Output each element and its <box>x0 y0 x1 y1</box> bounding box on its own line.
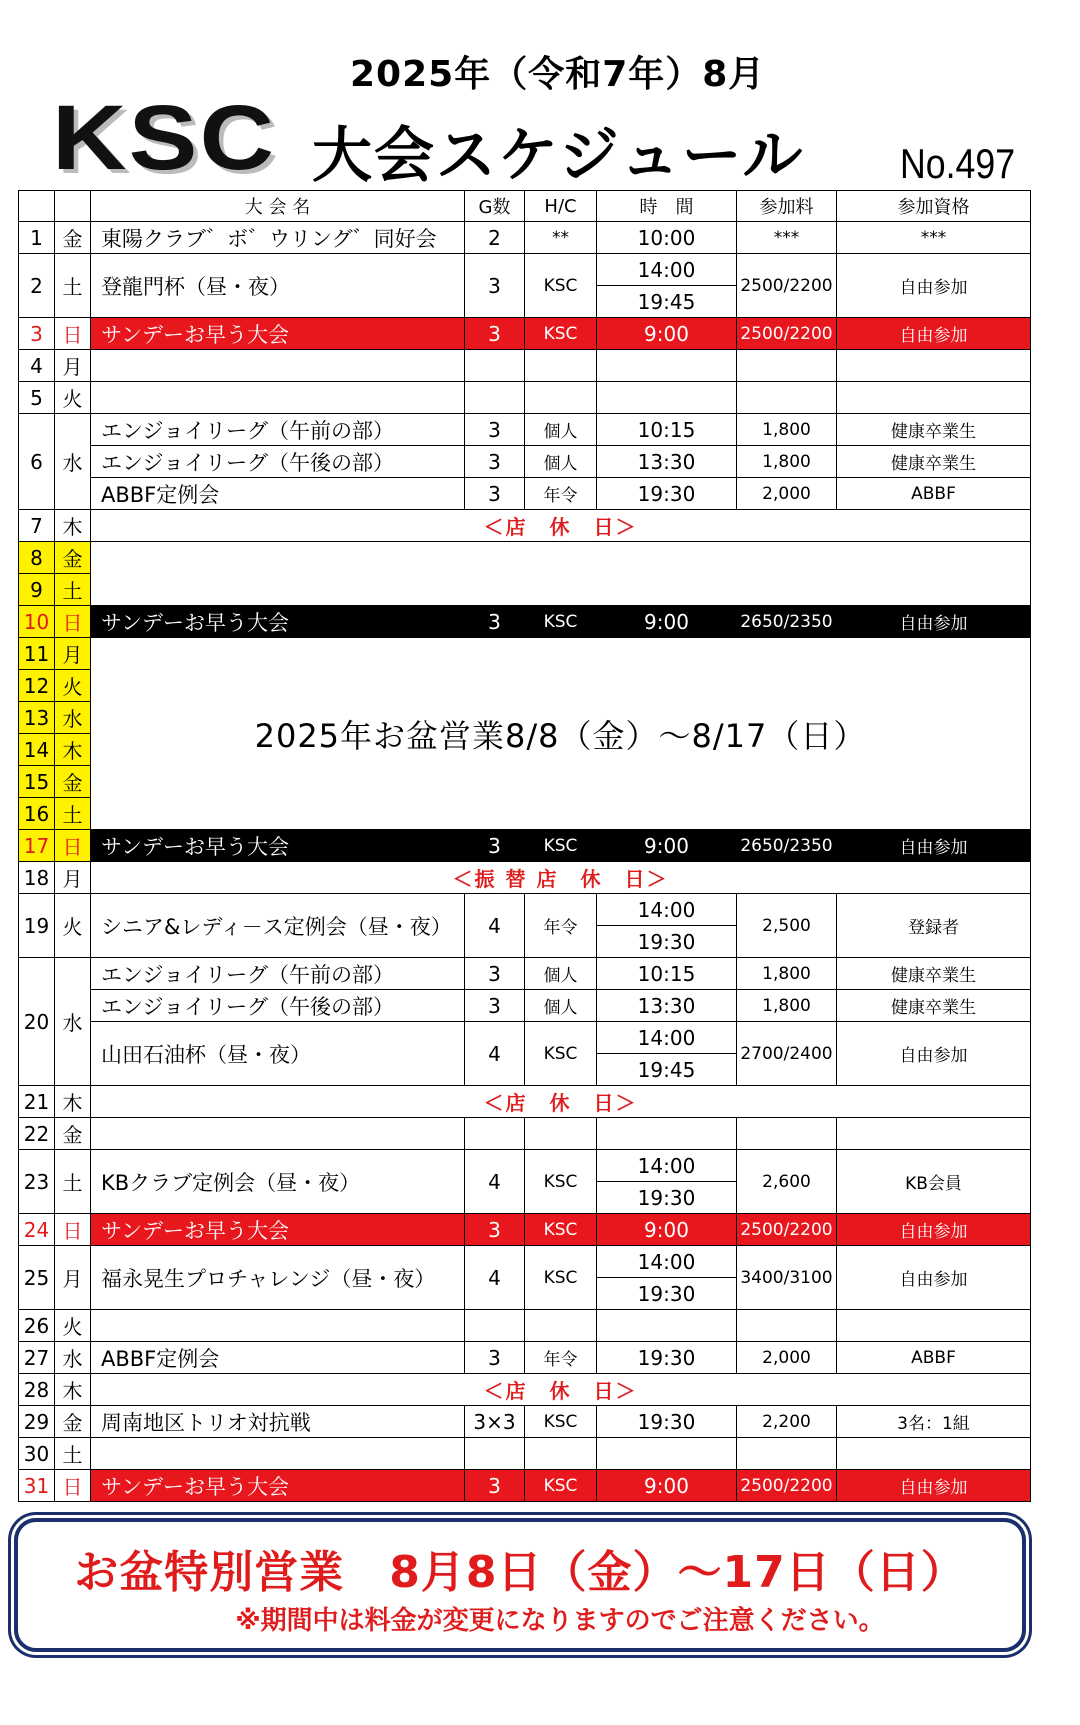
event-hc: 年令 <box>525 894 597 958</box>
notice-subtext: ※期間中は料金が変更になりますのでご注意ください。 <box>235 1606 885 1636</box>
table-row <box>19 510 1031 542</box>
weekday: 木 <box>55 1374 91 1406</box>
page-header <box>0 0 1080 200</box>
notice-headline: お盆特別営業 8月8日（金）～17日（日） <box>74 1547 966 1598</box>
day-number: 19 <box>19 894 55 958</box>
event-games: 3 <box>465 1214 525 1246</box>
event-qualification: 自由参加 <box>837 606 1031 638</box>
event-qualification: 健康卒業生 <box>837 414 1031 446</box>
day-number: 27 <box>19 1342 55 1374</box>
event-qualification: 自由参加 <box>837 1022 1031 1086</box>
day-number: 24 <box>19 1214 55 1246</box>
event-fee: 2650/2350 <box>737 606 837 638</box>
event-time: 13:30 <box>597 990 737 1022</box>
event-name: サンデーお早う大会 <box>91 606 465 638</box>
event-qualification: 自由参加 <box>837 1470 1031 1502</box>
event-games: 4 <box>465 1150 525 1214</box>
event-name: 山田石油杯（昼・夜） <box>91 1022 465 1086</box>
weekday: 日 <box>55 318 91 350</box>
weekday: 土 <box>55 1438 91 1470</box>
weekday: 日 <box>55 606 91 638</box>
event-name: 周南地区トリオ対抗戦 <box>91 1406 465 1438</box>
event-fee: 1,800 <box>737 990 837 1022</box>
ksc-logo: KSC <box>52 87 277 189</box>
weekday: 木 <box>55 734 91 766</box>
weekday: 月 <box>55 862 91 894</box>
day-number: 22 <box>19 1118 55 1150</box>
table-row <box>19 542 1031 574</box>
event-name: サンデーお早う大会 <box>91 1470 465 1502</box>
event-time: 9:00 <box>597 606 737 638</box>
event-hc: KSC <box>525 830 597 862</box>
event-hc: 個人 <box>525 414 597 446</box>
weekday: 火 <box>55 894 91 958</box>
event-name: 東陽クラブ゛ボ゛ウリング゛同好会 <box>91 222 465 254</box>
event-time: 9:00 <box>597 318 737 350</box>
event-games: 3 <box>465 318 525 350</box>
weekday: 日 <box>55 830 91 862</box>
page-title: 大会スケジュール <box>312 121 805 191</box>
event-hc: 個人 <box>525 958 597 990</box>
event-name: サンデーお早う大会 <box>91 830 465 862</box>
event-time-night: 19:45 <box>597 1054 737 1086</box>
event-hc: KSC <box>525 606 597 638</box>
event-games: 3 <box>465 254 525 318</box>
year-month-title: 2025年（令和7年）8月 <box>350 54 766 95</box>
day-number: 30 <box>19 1438 55 1470</box>
day-number: 1 <box>19 222 55 254</box>
event-games: 4 <box>465 1246 525 1310</box>
event-fee: 2500/2200 <box>737 318 837 350</box>
event-fee: 2,500 <box>737 894 837 958</box>
day-number: 4 <box>19 350 55 382</box>
event-hc: 個人 <box>525 446 597 478</box>
day-number: 13 <box>19 702 55 734</box>
weekday: 土 <box>55 254 91 318</box>
event-name: シニア&レディ－ス定例会（昼・夜） <box>91 894 465 958</box>
event-hc: KSC <box>525 1470 597 1502</box>
table-row <box>19 1374 1031 1406</box>
event-fee: 2500/2200 <box>737 1214 837 1246</box>
day-number: 2 <box>19 254 55 318</box>
event-qualification: 健康卒業生 <box>837 990 1031 1022</box>
day-number: 7 <box>19 510 55 542</box>
weekday: 土 <box>55 574 91 606</box>
event-fee: 2,000 <box>737 1342 837 1374</box>
table-row <box>19 862 1031 894</box>
event-games: 3 <box>465 990 525 1022</box>
event-time: 13:30 <box>597 446 737 478</box>
event-qualification: 登録者 <box>837 894 1031 958</box>
event-fee: 1,800 <box>737 414 837 446</box>
schedule-table <box>18 190 1031 1502</box>
event-name: エンジョイリーグ（午前の部） <box>91 958 465 990</box>
table-row <box>19 1022 1031 1054</box>
event-hc: KSC <box>525 1214 597 1246</box>
event-time: 19:30 <box>597 1406 737 1438</box>
table-row <box>19 958 1031 990</box>
col-header-hc: H/C <box>525 191 597 222</box>
event-qualification: KB会員 <box>837 1150 1031 1214</box>
event-name: ABBF定例会 <box>91 478 465 510</box>
table-row <box>19 990 1031 1022</box>
table-row <box>19 894 1031 926</box>
event-games: 4 <box>465 1022 525 1086</box>
event-fee: 1,800 <box>737 446 837 478</box>
obon-empty-block <box>91 542 1031 606</box>
event-time-day: 14:00 <box>597 894 737 926</box>
event-time: 19:30 <box>597 1342 737 1374</box>
event-time-day: 14:00 <box>597 254 737 286</box>
event-fee: 2500/2200 <box>737 1470 837 1502</box>
table-row <box>19 1246 1031 1278</box>
table-row <box>19 1438 1031 1470</box>
table-row <box>19 638 1031 670</box>
day-number: 14 <box>19 734 55 766</box>
event-games: 3 <box>465 1470 525 1502</box>
event-hc: 個人 <box>525 990 597 1022</box>
event-hc: 年令 <box>525 478 597 510</box>
event-hc: KSC <box>525 1150 597 1214</box>
event-time: 9:00 <box>597 1214 737 1246</box>
event-games: 3 <box>465 414 525 446</box>
event-fee: *** <box>737 222 837 254</box>
table-row <box>19 1406 1031 1438</box>
event-games: 4 <box>465 894 525 958</box>
table-row <box>19 254 1031 286</box>
weekday: 日 <box>55 1214 91 1246</box>
event-name: KBクラブ定例会（昼・夜） <box>91 1150 465 1214</box>
event-qualification: 自由参加 <box>837 318 1031 350</box>
event-name: エンジョイリーグ（午前の部） <box>91 414 465 446</box>
col-header-time: 時 間 <box>597 191 737 222</box>
substitute-closed-day-label: ＜振 替 店 休 日＞ <box>91 862 1031 894</box>
event-time-day: 14:00 <box>597 1022 737 1054</box>
day-number: 21 <box>19 1086 55 1118</box>
day-number: 26 <box>19 1310 55 1342</box>
event-hc: KSC <box>525 1246 597 1310</box>
event-fee: 2700/2400 <box>737 1022 837 1086</box>
day-number: 17 <box>19 830 55 862</box>
col-header-qualification: 参加資格 <box>837 191 1031 222</box>
weekday: 火 <box>55 1310 91 1342</box>
event-name: サンデーお早う大会 <box>91 1214 465 1246</box>
weekday: 木 <box>55 510 91 542</box>
event-name: サンデーお早う大会 <box>91 318 465 350</box>
weekday: 金 <box>55 1118 91 1150</box>
table-header-row <box>19 191 1031 222</box>
day-number: 6 <box>19 414 55 510</box>
event-fee: 2,200 <box>737 1406 837 1438</box>
day-number: 9 <box>19 574 55 606</box>
day-number: 20 <box>19 958 55 1086</box>
event-fee: 2650/2350 <box>737 830 837 862</box>
col-header-event: 大 会 名 <box>91 191 465 222</box>
event-games: 3 <box>465 1342 525 1374</box>
weekday: 水 <box>55 414 91 510</box>
event-name: エンジョイリーグ（午後の部） <box>91 446 465 478</box>
event-time: 10:00 <box>597 222 737 254</box>
table-row <box>19 1342 1031 1374</box>
event-qualification: ABBF <box>837 478 1031 510</box>
event-fee: 2,000 <box>737 478 837 510</box>
day-number: 11 <box>19 638 55 670</box>
event-name: 登龍門杯（昼・夜） <box>91 254 465 318</box>
table-row <box>19 318 1031 350</box>
table-row <box>19 1310 1031 1342</box>
table-row <box>19 414 1031 446</box>
event-fee: 2500/2200 <box>737 254 837 318</box>
event-games: 3 <box>465 606 525 638</box>
weekday: 月 <box>55 638 91 670</box>
day-number: 12 <box>19 670 55 702</box>
event-hc: KSC <box>525 1406 597 1438</box>
event-time-night: 19:45 <box>597 286 737 318</box>
weekday: 月 <box>55 1246 91 1310</box>
weekday: 金 <box>55 222 91 254</box>
event-games: 3 <box>465 830 525 862</box>
day-number: 8 <box>19 542 55 574</box>
day-number: 29 <box>19 1406 55 1438</box>
weekday: 金 <box>55 766 91 798</box>
day-number: 18 <box>19 862 55 894</box>
event-qualification: 自由参加 <box>837 1214 1031 1246</box>
obon-period-block <box>91 638 1031 830</box>
event-fee: 2,600 <box>737 1150 837 1214</box>
closed-day-label: ＜店 休 日＞ <box>91 1374 1031 1406</box>
closed-day-label: ＜店 休 日＞ <box>91 1086 1031 1118</box>
event-name: エンジョイリーグ（午後の部） <box>91 990 465 1022</box>
day-number: 15 <box>19 766 55 798</box>
issue-number: No.497 <box>900 140 1016 187</box>
event-time-night: 19:30 <box>597 1182 737 1214</box>
event-fee: 3400/3100 <box>737 1246 837 1310</box>
weekday: 木 <box>55 1086 91 1118</box>
event-games: 3 <box>465 958 525 990</box>
event-qualification: 自由参加 <box>837 254 1031 318</box>
weekday: 金 <box>55 542 91 574</box>
weekday: 水 <box>55 958 91 1086</box>
event-fee: 1,800 <box>737 958 837 990</box>
weekday: 月 <box>55 350 91 382</box>
weekday: 火 <box>55 670 91 702</box>
event-games: 3 <box>465 478 525 510</box>
event-time: 9:00 <box>597 1470 737 1502</box>
event-time-day: 14:00 <box>597 1246 737 1278</box>
event-hc: 年令 <box>525 1342 597 1374</box>
event-time-night: 19:30 <box>597 926 737 958</box>
event-hc: KSC <box>525 254 597 318</box>
event-qualification: 自由参加 <box>837 830 1031 862</box>
event-hc: ** <box>525 222 597 254</box>
event-time: 10:15 <box>597 414 737 446</box>
table-row <box>19 222 1031 254</box>
event-qualification: ABBF <box>837 1342 1031 1374</box>
event-time-day: 14:00 <box>597 1150 737 1182</box>
table-row <box>19 1086 1031 1118</box>
col-header-games: G数 <box>465 191 525 222</box>
table-row <box>19 350 1031 382</box>
day-number: 5 <box>19 382 55 414</box>
weekday: 土 <box>55 798 91 830</box>
event-name: ABBF定例会 <box>91 1342 465 1374</box>
obon-period-label: 2025年お盆営業8/8（金）～8/17（日） <box>254 716 867 755</box>
table-row <box>19 1150 1031 1182</box>
event-qualification: 健康卒業生 <box>837 958 1031 990</box>
table-row <box>19 830 1031 862</box>
weekday: 日 <box>55 1470 91 1502</box>
event-qualification: *** <box>837 222 1031 254</box>
event-name: 福永晃生プロチャレンジ（昼・夜） <box>91 1246 465 1310</box>
day-number: 23 <box>19 1150 55 1214</box>
weekday: 火 <box>55 382 91 414</box>
event-qualification: 3名：1組 <box>837 1406 1031 1438</box>
event-hc: KSC <box>525 1022 597 1086</box>
event-time: 19:30 <box>597 478 737 510</box>
weekday: 水 <box>55 1342 91 1374</box>
weekday: 水 <box>55 702 91 734</box>
day-number: 31 <box>19 1470 55 1502</box>
event-games: 2 <box>465 222 525 254</box>
table-row <box>19 606 1031 638</box>
event-qualification: 健康卒業生 <box>837 446 1031 478</box>
col-header-fee: 参加料 <box>737 191 837 222</box>
day-number: 25 <box>19 1246 55 1310</box>
event-time: 10:15 <box>597 958 737 990</box>
table-row <box>19 1118 1031 1150</box>
closed-day-label: ＜店 休 日＞ <box>91 510 1031 542</box>
event-time: 9:00 <box>597 830 737 862</box>
day-number: 10 <box>19 606 55 638</box>
table-row <box>19 382 1031 414</box>
weekday: 金 <box>55 1406 91 1438</box>
day-number: 3 <box>19 318 55 350</box>
day-number: 16 <box>19 798 55 830</box>
table-row <box>19 478 1031 510</box>
event-games: 3 <box>465 446 525 478</box>
event-games: 3×3 <box>465 1406 525 1438</box>
event-time-night: 19:30 <box>597 1278 737 1310</box>
table-row <box>19 1470 1031 1502</box>
table-row <box>19 1214 1031 1246</box>
obon-notice-box <box>14 1518 1026 1652</box>
event-hc: KSC <box>525 318 597 350</box>
event-qualification: 自由参加 <box>837 1246 1031 1310</box>
table-row <box>19 446 1031 478</box>
weekday: 土 <box>55 1150 91 1214</box>
day-number: 28 <box>19 1374 55 1406</box>
